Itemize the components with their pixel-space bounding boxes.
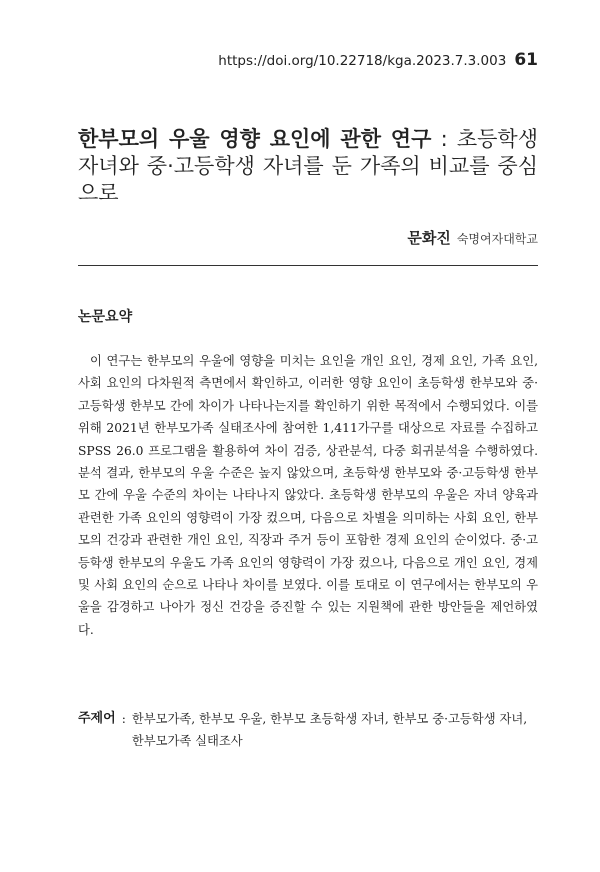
paper-title [78, 126, 538, 207]
page-number: 61 [514, 50, 538, 70]
title-main: 한부모의 우울 영향 요인에 관한 연구 [78, 127, 432, 151]
doi-link[interactable]: https://doi.org/10.22718/kga.2023.7.3.003 [218, 53, 507, 69]
abstract-body: 이 연구는 한부모의 우울에 영향을 미치는 요인을 개인 요인, 경제 요인, 가족 요인, 사회 요인의 다차원적 측면에서 확인하고, 이러한 영향 요인이 초등학생 한부모와 중·고등학생 한부모 간에 차이가 나타나는지를 확인하기 위한 목적에서 수행되었다. 이를 위해 2021년 한부모가족 실태조사에 참여한 1,411가구를 대상으로 자료를 수집하고 SPSS 26.0 프로그램을 활용하여 차이 검증, 상관분석, 다중 회귀분석을 수행하였다. 분석 결과, 한부모의 우울 수준은 높지 않았으며, 초등학생 한부모와 중·고등학생 한부모 간에 우울 수준의 차이는 나타나지 않았다. 초등학생 한부모의 우울은 자녀 양육과 관련한 가족 요인의 영향력이 가장 컸으며, 다음으로 차별을 의미하는 사회 요인, 한부모의 건강과 관련한 개인 요인, 직장과 주거 등이 포함한 경제 요인의 순이었다. 중·고등학생 한부모의 우울도 가족 요인의 영향력이 가장 컸으나, 다음으로 개인 요인, 경제 및 사회 요인의 순으로 나타나 차이를 보였다. 이를 토대로 이 연구에서는 한부모의 우울을 감경하고 나아가 정신 건강을 증진할 수 있는 지원책에 관한 방안들을 제언하였다. [78, 354, 538, 637]
keywords-text: 한부모가족, 한부모 우울, 한부모 초등학생 자녀, 한부모 중·고등학생 자녀, 한부모가족 실태조사 [131, 712, 528, 749]
abstract-heading: 논문요약 [78, 309, 133, 325]
keywords [78, 708, 538, 753]
title-subtitle: 초등학생 자녀와 중·고등학생 자녀를 둔 가족의 비교를 중심으로 [78, 127, 538, 205]
keywords-colon: : [121, 712, 126, 726]
keywords-label: 주제어 [78, 711, 116, 726]
running-header [218, 50, 538, 70]
author-line [407, 227, 538, 248]
author-affiliation: 숙명여자대학교 [456, 232, 538, 246]
title-separator: : [431, 127, 457, 151]
author-name: 문화진 [407, 229, 451, 247]
title-divider [78, 265, 538, 266]
